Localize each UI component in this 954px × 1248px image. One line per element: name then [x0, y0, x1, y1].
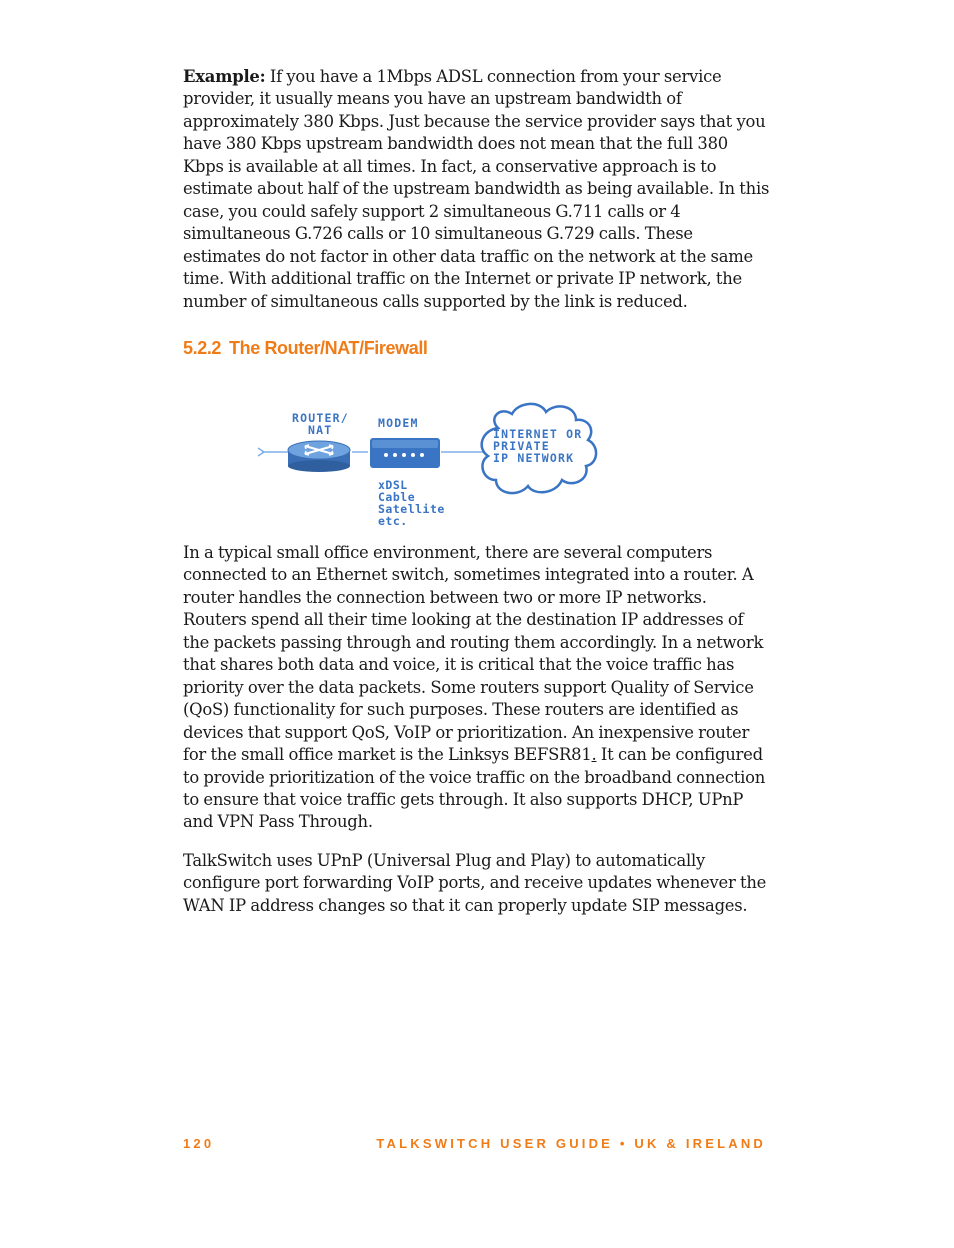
body-content	[183, 542, 773, 917]
page-content	[183, 66, 773, 358]
router-icon	[288, 441, 350, 472]
modem-label: MODEM	[378, 416, 419, 430]
router-paragraph-text-1: In a typical small office environment, there are several computers connected to an Ethernet switch, sometimes integrated into a router. A router handles the connection between two or more IP networks. Routers spend all their time looking at the destination IP addresses of the packets passing through and routing them accordingly. In a network that shares both data and voice, it is critical that the voice traffic has priority over the data packets. Some routers support Quality of Service (QoS) functionality for such purposes. These routers are identified as devices that support QoS, VoIP or prioritization. An inexpensive router for the small office market is the Linksys BEFSR81	[183, 543, 764, 765]
example-lead: Example:	[183, 67, 266, 86]
section-title: The Router/NAT/Firewall	[229, 338, 428, 358]
router-label-line1: ROUTER/	[292, 411, 349, 425]
modem-type-3: Satellite	[378, 502, 445, 516]
modem-type-2: Cable	[378, 490, 416, 504]
cloud-label-line3: IP NETWORK	[493, 451, 575, 465]
example-text: If you have a 1Mbps ADSL connection from your service provider, it usually means you have an upstream bandwidth of approximately 380 Kbps. Just because the service provider says that you have 380 Kbps upstream bandwidth does not mean that the full 380 Kbps is available at all times. In fact, a conservative approach is to estimate about half of the upstream bandwidth as being available. In this case, you could safely support 2 simultaneous G.711 calls or 4 simultaneous G.726 calls or 10 simultaneous G.729 calls. These estimates do not factor in other data traffic on the network at the same time. With additional traffic on the Internet or private IP network, the number of simultaneous calls supported by the link is reduced.	[183, 67, 770, 311]
cloud-label-line1: INTERNET OR	[493, 427, 583, 441]
section-number: 5.2.2	[183, 338, 222, 358]
footer-title: TALKSWITCH USER GUIDE • UK & IRELAND	[376, 1136, 766, 1151]
arrow-icon	[258, 448, 264, 456]
modem-type-1: xDSL	[378, 478, 408, 492]
section-heading	[183, 338, 428, 359]
network-diagram	[250, 388, 650, 536]
router-paragraph	[183, 542, 773, 834]
router-label-line2: NAT	[308, 423, 333, 437]
cloud-label-line2: PRIVATE	[493, 439, 550, 453]
router-paragraph-underline: .	[591, 745, 597, 765]
modem-icon	[370, 438, 440, 468]
example-paragraph	[183, 66, 773, 313]
page-number: 120	[183, 1136, 215, 1151]
talkswitch-paragraph: TalkSwitch uses UPnP (Universal Plug and Play) to automatically configure port forwarding VoIP ports, and receive updates whenever the WAN IP address changes so that it can properly update SIP messages.	[183, 850, 767, 915]
router-paragraph-text-2: It can be configured to provide prioritization of the voice traffic on the broadband connection to ensure that voice traffic gets through. It also supports DHCP, UPnP and VPN Pass Through.	[183, 745, 766, 832]
modem-type-4: etc.	[378, 514, 408, 528]
